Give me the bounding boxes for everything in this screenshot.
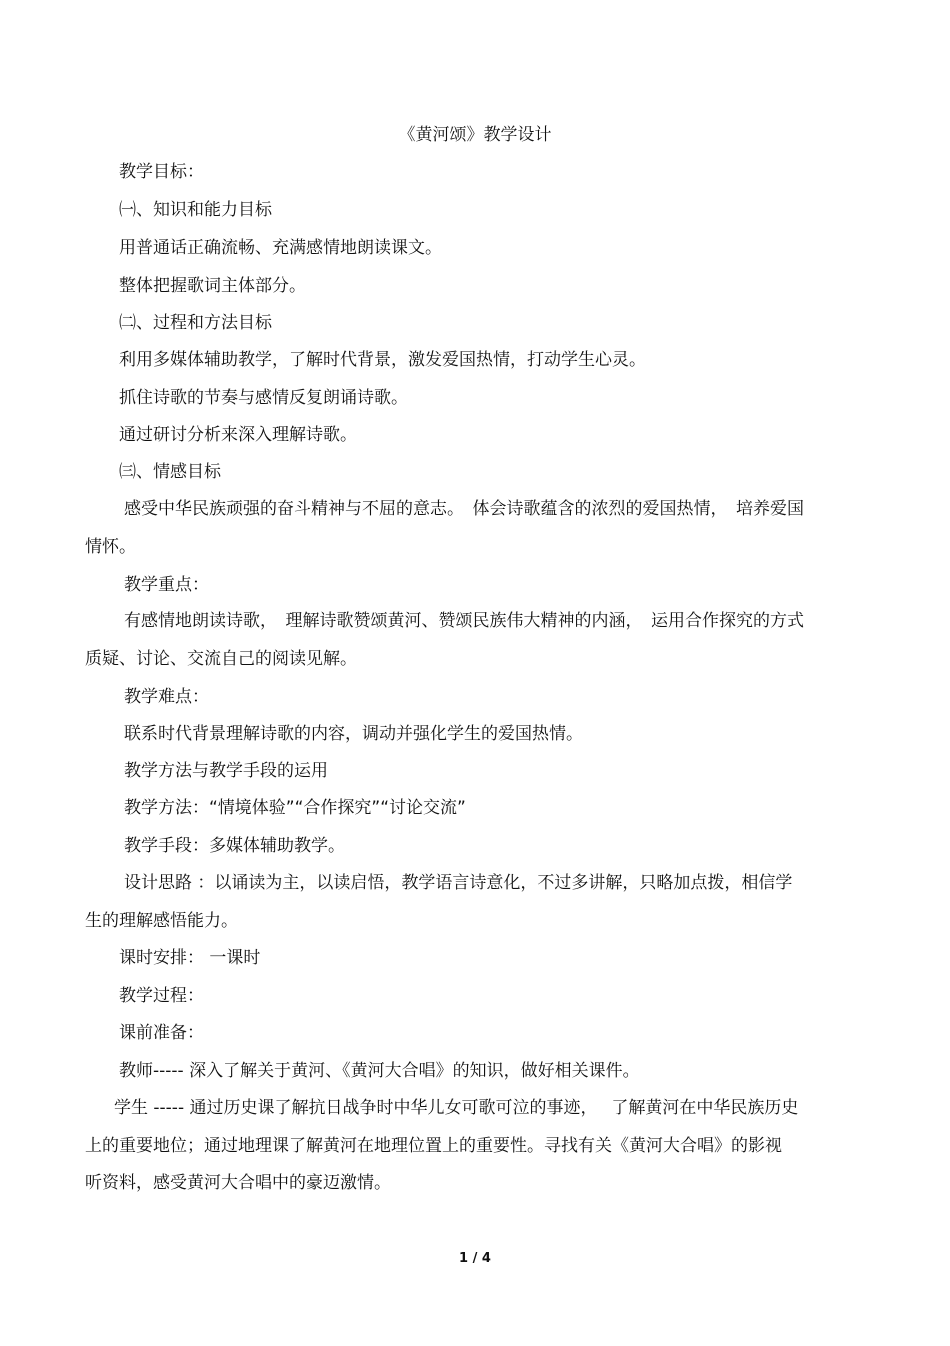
- text-line: 通过研讨分析来深入理解诗歌。: [119, 425, 357, 445]
- text-line: 情怀。: [85, 537, 136, 557]
- text-line: 教学难点：: [124, 687, 209, 707]
- text-line: 生的理解感悟能力。: [85, 911, 238, 931]
- text-line: 联系时代背景理解诗歌的内容，调动并强化学生的爱国热情。: [124, 724, 583, 744]
- text-line: ㈡、过程和方法目标: [119, 313, 272, 333]
- text-line: 教学手段：多媒体辅助教学。: [124, 836, 345, 856]
- text-line: 有感情地朗读诗歌， 理解诗歌赞颂黄河、赞颂民族伟大精神的内涵， 运用合作探究的方式: [124, 611, 804, 631]
- text-line: 用普通话正确流畅、充满感情地朗读课文。: [119, 238, 442, 258]
- text-line: 上的重要地位；通过地理课了解黄河在地理位置上的重要性。寻找有关《黄河大合唱》的影视: [85, 1136, 782, 1156]
- text-line: ㈢、情感目标: [119, 462, 221, 482]
- text-line: 教学重点：: [124, 575, 209, 595]
- text-line: 抓住诗歌的节奏与感情反复朗诵诗歌。: [119, 388, 408, 408]
- text-line: 教学过程：: [119, 986, 204, 1006]
- text-line: 利用多媒体辅助教学，了解时代背景，激发爱国热情，打动学生心灵。: [119, 350, 646, 370]
- text-line: 感受中华民族顽强的奋斗精神与不屈的意志。 体会诗歌蕴含的浓烈的爱国热情， 培养爱国: [124, 499, 804, 519]
- text-line: 质疑、讨论、交流自己的阅读见解。: [85, 649, 357, 669]
- text-line: 听资料，感受黄河大合唱中的豪迈激情。: [85, 1173, 391, 1193]
- document-title: 《黄河颂》教学设计: [398, 125, 552, 145]
- text-line: 教学方法：“情境体验”“合作探究”“讨论交流”: [124, 798, 466, 818]
- text-line: 课时安排： 一课时: [119, 948, 261, 968]
- text-line: 教学目标：: [119, 162, 204, 182]
- text-line: ㈠、知识和能力目标: [119, 200, 272, 220]
- text-line: 课前准备：: [119, 1023, 204, 1043]
- text-line: 整体把握歌词主体部分。: [119, 276, 306, 296]
- text-line: 教师----- 深入了解关于黄河、《黄河大合唱》的知识，做好相关课件。: [119, 1061, 640, 1081]
- text-line: 学生 ----- 通过历史课了解抗日战争时中华儿女可歌可泣的事迹， 了解黄河在中华民族历史: [114, 1098, 799, 1118]
- page-number: 1 / 4: [459, 1251, 491, 1266]
- text-line: 教学方法与教学手段的运用: [124, 761, 328, 781]
- text-line: 设计思路 ：以诵读为主，以读启悟，教学语言诗意化，不过多讲解，只略加点拨，相信学: [124, 873, 793, 893]
